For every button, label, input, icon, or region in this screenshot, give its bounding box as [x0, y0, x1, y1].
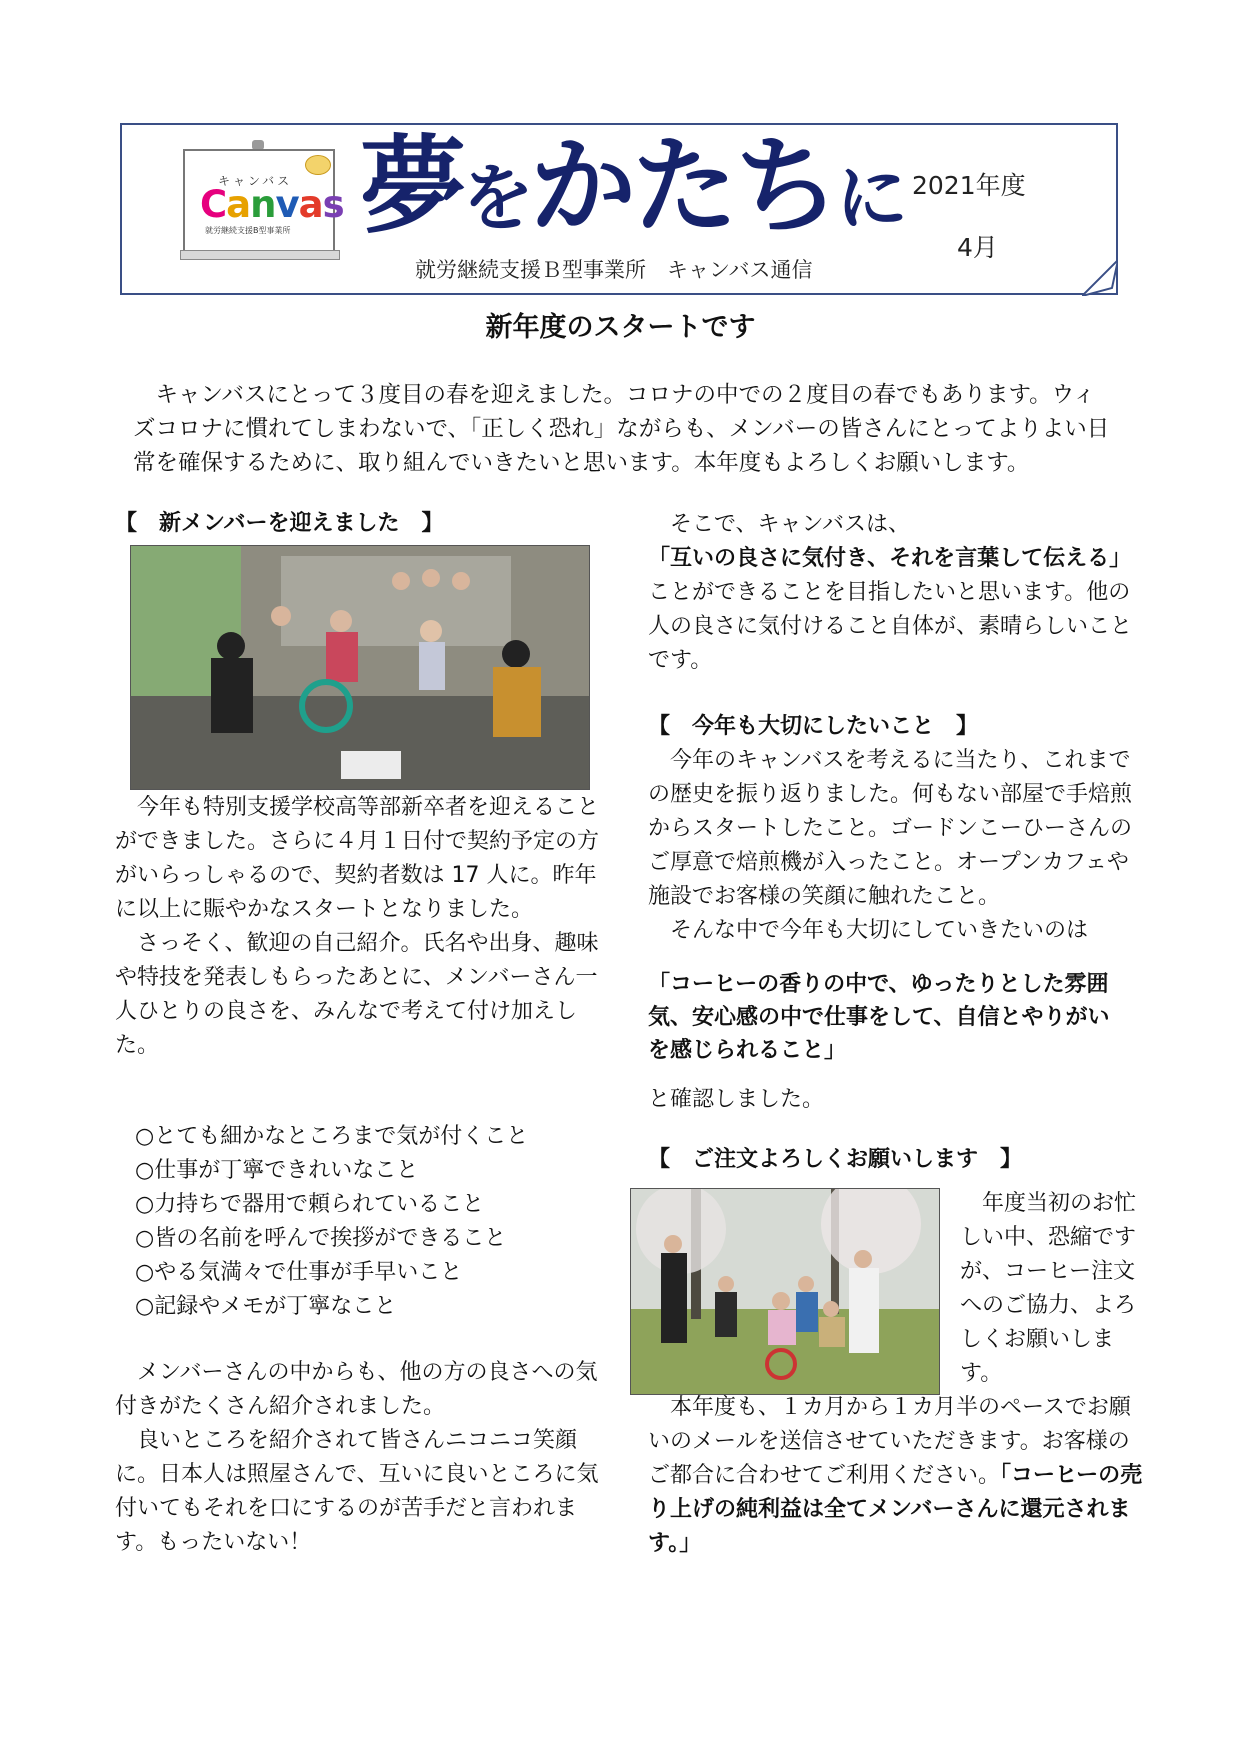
- list-item: ○とても細かなところまで気が付くこと: [135, 1124, 529, 1149]
- palette-icon: [305, 155, 331, 175]
- members-group-photo: [130, 545, 590, 790]
- right-heading-3: 【 ご注文よろしくお願いします 】: [648, 1147, 1023, 1172]
- logo-subtext: 就労継続支援B型事業所: [205, 226, 291, 235]
- canvas-goal-lead: そこで、キャンバスは、: [648, 512, 911, 537]
- list-item: ○やる気満々で仕事が手早いこと: [135, 1260, 463, 1285]
- history-paragraph: 今年のキャンバスを考えるに当たり、これまでの歴史を振り返りました。何もない部屋で手焙煎からスタートしたこと。ゴードンこーひーさんのご厚意で焙煎機が入ったこと。オープンカフェや施設でお客様の笑顔に触れたこと。: [648, 748, 1133, 909]
- self-intro-paragraph: さっそく、歓迎の自己紹介。氏名や出身、趣味や特技を発表しもらったあとに、メンバーさん一人ひとりの良さを、みんなで考えて付け加えした。: [115, 931, 599, 1058]
- profit-return-emphasis: 「コーヒーの売り上げの純利益は全てメンバーさんに還元されます。」: [648, 1463, 1143, 1556]
- newsletter-title: 夢をかたちに: [360, 125, 905, 248]
- right-text-block: [648, 508, 1138, 678]
- confirmed-text: と確認しました。: [648, 1087, 825, 1112]
- intro-paragraph: キャンバスにとって３度目の春を迎えました。コロナの中での２度目の春でもあります。ウィズコロナに慣れてしまわないで、「正しく恐れ」ながらも、メンバーの皆さんにとってよりよい日常を確保するために、取り組んでいきたいと思います。本年度もよろしくお願いします。: [133, 382, 1110, 476]
- right-heading-2: 【 今年も大切にしたいこと 】: [648, 714, 979, 739]
- article-title: 新年度のスタートです: [485, 312, 756, 343]
- issue-month: 4月: [957, 233, 998, 262]
- right-text-block-2: [648, 744, 1138, 948]
- list-item: ○力持ちで器用で頼られていること: [135, 1192, 484, 1217]
- list-item: ○皆の名前を呼んで挨拶ができること: [135, 1226, 507, 1251]
- page-curl-decoration: [1082, 260, 1118, 296]
- strengths-list: [135, 1120, 625, 1324]
- order-request-wrap-text: 年度当初のお忙しい中、恐縮ですが、コーヒー注文へのご協力、よろしくお願いします。: [960, 1191, 1137, 1386]
- order-request-paragraph: 本年度も、１カ月から１カ月半のペースでお願いのメールを送信させていただきます。お客様のご都合に合わせてご利用ください。「コーヒーの売り上げの純利益は全てメンバーさんに還元されます。」: [648, 1395, 1143, 1556]
- left-text-block-2: [115, 1356, 605, 1560]
- smile-paragraph: 良いところを紹介されて皆さんニコニコ笑顔に。日本人は照屋さんで、互いに良いところに気付いてもそれを口にするのが苦手だと言われます。もったいない！: [115, 1428, 599, 1555]
- newsletter-subtitle: 就労継続支援Ｂ型事業所 キャンバス通信: [415, 258, 813, 282]
- list-item: ○記録やメモが丁寧なこと: [135, 1294, 397, 1319]
- logo-canvas: Canvas: [200, 183, 344, 226]
- logo-kana: キャンバス: [218, 174, 293, 188]
- canvas-goal-emphasis: 「互いの良さに気付き、それを言葉して伝える」: [648, 546, 1132, 571]
- core-value-quote: 「コーヒーの香りの中で、ゆったりとした雰囲気、安心感の中で仕事をして、自信とやりがいを感じられること」: [648, 972, 1110, 1063]
- canvas-goal-paragraph: 「互いの良さに気付き、それを言葉して伝える」ことができることを目指したいと思います。他の人の良さに気付けること自体が、素晴らしいことです。: [648, 546, 1133, 673]
- new-members-paragraph: 今年も特別支援学校高等部新卒者を迎えることができました。さらに４月１日付で契約予定の方がいらっしゃるので、契約者数は 17 人に。昨年に以上に賑やかなスタートとなりました。: [115, 795, 600, 922]
- member-feedback-paragraph: メンバーさんの中からも、他の方の良さへの気付きがたくさん紹介されました。: [115, 1360, 598, 1419]
- important-lead: そんな中で今年も大切にしていきたいのは: [648, 918, 1089, 943]
- left-heading: 【 新メンバーを迎えました 】: [115, 511, 444, 536]
- list-item: ○仕事が丁寧できれいなこと: [135, 1158, 419, 1183]
- issue-year: 2021年度: [912, 171, 1026, 200]
- logo-board-tray: [180, 250, 340, 260]
- outdoor-group-photo: [630, 1188, 940, 1395]
- left-text-block: [115, 791, 605, 1063]
